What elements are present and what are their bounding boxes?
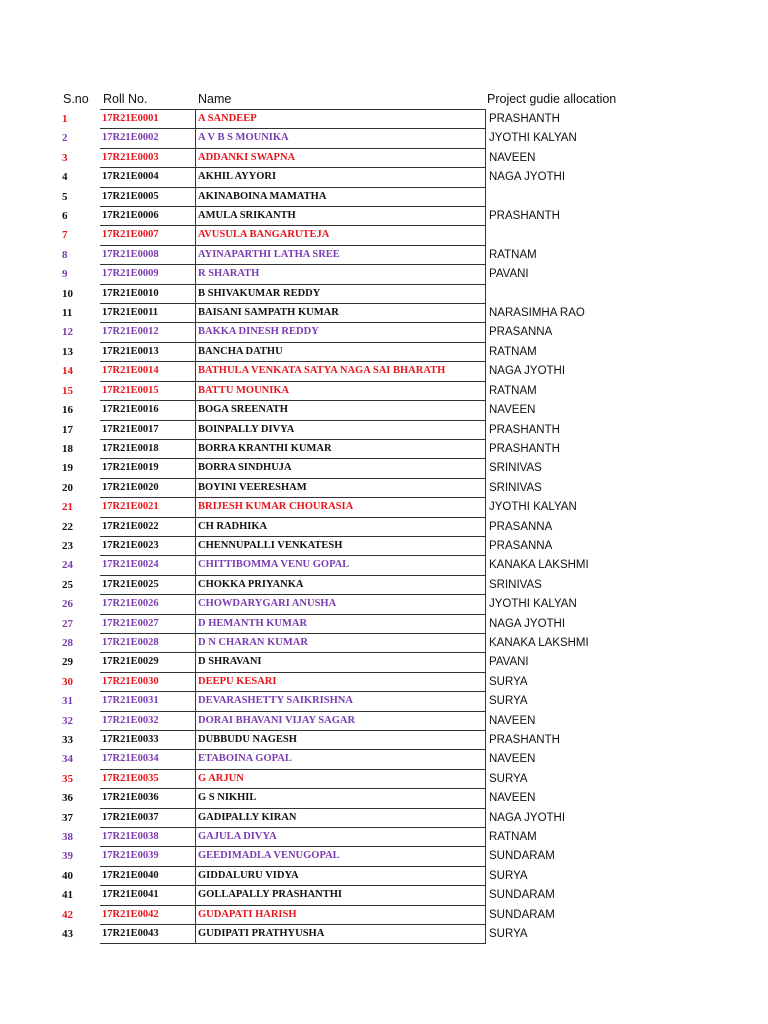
row-name: BORRA KRANTHI KUMAR [196, 439, 486, 458]
row-roll-no: 17R21E0027 [100, 614, 196, 633]
table-row [60, 633, 629, 652]
row-roll-no: 17R21E0042 [100, 905, 196, 924]
table-row [60, 711, 629, 730]
row-sno: 5 [62, 190, 68, 203]
row-guide: PRASANNA [486, 323, 630, 342]
row-guide: KANAKA LAKSHMI [486, 556, 630, 575]
table-row [60, 886, 629, 905]
row-sno: 27 [62, 617, 73, 630]
row-name: CH RADHIKA [196, 517, 486, 536]
header-row [60, 89, 629, 109]
row-guide: NARASIMHA RAO [486, 304, 630, 323]
row-guide: PAVANI [486, 653, 630, 672]
row-sno: 12 [62, 326, 73, 339]
row-roll-no: 17R21E0020 [100, 478, 196, 497]
row-guide: JYOTHI KALYAN [486, 129, 630, 148]
table-row [60, 381, 629, 400]
header-guide-allocation: Project gudie allocation [487, 92, 617, 106]
row-sno: 35 [62, 772, 73, 785]
table-row [60, 439, 629, 458]
row-guide: SURYA [486, 866, 630, 885]
table-row [60, 245, 629, 264]
row-guide: NAVEEN [486, 148, 630, 167]
row-guide: NAVEEN [486, 789, 630, 808]
row-sno: 38 [62, 831, 73, 844]
row-name: G S NIKHIL [196, 789, 486, 808]
table-row [60, 828, 629, 847]
row-sno: 41 [62, 889, 73, 902]
row-sno: 42 [62, 908, 73, 921]
row-name: AMULA SRIKANTH [196, 207, 486, 226]
row-roll-no: 17R21E0017 [100, 420, 196, 439]
row-roll-no: 17R21E0034 [100, 750, 196, 769]
row-roll-no: 17R21E0018 [100, 439, 196, 458]
table-row [60, 478, 629, 497]
row-name: CHITTIBOMMA VENU GOPAL [196, 556, 486, 575]
header-name: Name [198, 92, 232, 106]
table-row [60, 595, 629, 614]
row-name: D SHRAVANI [196, 653, 486, 672]
row-roll-no: 17R21E0003 [100, 148, 196, 167]
row-guide: RATNAM [486, 342, 630, 361]
table-row [60, 517, 629, 536]
row-roll-no: 17R21E0016 [100, 401, 196, 420]
row-name: A SANDEEP [196, 110, 486, 129]
row-roll-no: 17R21E0022 [100, 517, 196, 536]
row-sno: 16 [62, 404, 73, 417]
row-roll-no: 17R21E0013 [100, 342, 196, 361]
row-guide: SURYA [486, 769, 630, 788]
row-guide: SURYA [486, 925, 630, 944]
table-row [60, 925, 629, 944]
row-name: BAKKA DINESH REDDY [196, 323, 486, 342]
row-name: CHENNUPALLI VENKATESH [196, 536, 486, 555]
row-name: BAISANI SAMPATH KUMAR [196, 304, 486, 323]
row-sno: 31 [62, 695, 73, 708]
row-guide: PAVANI [486, 265, 630, 284]
row-roll-no: 17R21E0004 [100, 168, 196, 187]
row-sno: 17 [62, 423, 73, 436]
row-guide: SRINIVAS [486, 459, 630, 478]
table-row [60, 284, 629, 303]
row-sno: 3 [62, 151, 68, 164]
row-name: AKHIL AYYORI [196, 168, 486, 187]
allocation-sheet [60, 89, 629, 944]
row-sno: 20 [62, 481, 73, 494]
row-sno: 15 [62, 384, 73, 397]
row-roll-no: 17R21E0007 [100, 226, 196, 245]
row-name: B SHIVAKUMAR REDDY [196, 284, 486, 303]
row-sno: 6 [62, 210, 68, 223]
row-roll-no: 17R21E0005 [100, 187, 196, 206]
table-row [60, 168, 629, 187]
row-sno: 18 [62, 442, 73, 455]
row-sno: 40 [62, 869, 73, 882]
table-row [60, 692, 629, 711]
row-roll-no: 17R21E0019 [100, 459, 196, 478]
row-name: GEEDIMADLA VENUGOPAL [196, 847, 486, 866]
row-guide: SUNDARAM [486, 886, 630, 905]
row-roll-no: 17R21E0041 [100, 886, 196, 905]
table-row [60, 498, 629, 517]
row-sno: 11 [62, 307, 73, 320]
row-roll-no: 17R21E0026 [100, 595, 196, 614]
row-guide: PRASHANTH [486, 731, 630, 750]
row-guide: SURYA [486, 692, 630, 711]
row-sno: 19 [62, 462, 73, 475]
table-row [60, 905, 629, 924]
row-sno: 23 [62, 539, 73, 552]
row-name: GADIPALLY KIRAN [196, 808, 486, 827]
row-roll-no: 17R21E0021 [100, 498, 196, 517]
row-sno: 43 [62, 928, 73, 941]
table-row [60, 304, 629, 323]
row-guide: NAGA JYOTHI [486, 808, 630, 827]
table-row [60, 401, 629, 420]
row-sno: 22 [62, 520, 73, 533]
table-row [60, 323, 629, 342]
row-sno: 24 [62, 559, 73, 572]
row-guide: NAVEEN [486, 711, 630, 730]
row-guide: NAGA JYOTHI [486, 362, 630, 381]
table-row [60, 731, 629, 750]
header-sno: S.no [63, 92, 89, 106]
row-name: A V B S MOUNIKA [196, 129, 486, 148]
table-row [60, 556, 629, 575]
row-roll-no: 17R21E0031 [100, 692, 196, 711]
header-roll-no: Roll No. [103, 92, 148, 106]
row-roll-no: 17R21E0011 [100, 304, 196, 323]
row-roll-no: 17R21E0012 [100, 323, 196, 342]
table-row [60, 265, 629, 284]
row-sno: 4 [62, 171, 68, 184]
row-sno: 7 [62, 229, 68, 242]
row-sno: 8 [62, 248, 68, 261]
row-roll-no: 17R21E0006 [100, 207, 196, 226]
row-roll-no: 17R21E0009 [100, 265, 196, 284]
row-guide: RATNAM [486, 245, 630, 264]
row-guide: RATNAM [486, 828, 630, 847]
row-sno: 9 [62, 268, 68, 281]
row-name: BRIJESH KUMAR CHOURASIA [196, 498, 486, 517]
row-name: GUDIPATI PRATHYUSHA [196, 925, 486, 944]
row-guide: SRINIVAS [486, 478, 630, 497]
row-name: G ARJUN [196, 769, 486, 788]
row-sno: 25 [62, 578, 73, 591]
row-sno: 14 [62, 365, 73, 378]
row-guide: PRASHANTH [486, 110, 630, 129]
row-sno: 37 [62, 811, 73, 824]
row-roll-no: 17R21E0035 [100, 769, 196, 788]
row-name: D HEMANTH KUMAR [196, 614, 486, 633]
table-row [60, 808, 629, 827]
row-guide: PRASHANTH [486, 439, 630, 458]
row-name: GUDAPATI HARISH [196, 905, 486, 924]
row-sno: 36 [62, 792, 73, 805]
row-guide [486, 284, 630, 303]
row-name: DUBBUDU NAGESH [196, 731, 486, 750]
row-guide: SRINIVAS [486, 575, 630, 594]
row-name: CHOWDARYGARI ANUSHA [196, 595, 486, 614]
row-guide: NAGA JYOTHI [486, 168, 630, 187]
row-name: ADDANKI SWAPNA [196, 148, 486, 167]
table-row [60, 653, 629, 672]
row-guide [486, 226, 630, 245]
row-guide: KANAKA LAKSHMI [486, 633, 630, 652]
row-roll-no: 17R21E0010 [100, 284, 196, 303]
row-guide: SUNDARAM [486, 847, 630, 866]
row-name: BATHULA VENKATA SATYA NAGA SAI BHARATH [196, 362, 486, 381]
table-row [60, 110, 629, 129]
row-name: DORAI BHAVANI VIJAY SAGAR [196, 711, 486, 730]
row-sno: 10 [62, 287, 73, 300]
row-name: BANCHA DATHU [196, 342, 486, 361]
table-row [60, 672, 629, 691]
row-roll-no: 17R21E0032 [100, 711, 196, 730]
row-guide: NAVEEN [486, 750, 630, 769]
row-roll-no: 17R21E0033 [100, 731, 196, 750]
table-row [60, 362, 629, 381]
row-name: BATTU MOUNIKA [196, 381, 486, 400]
row-sno: 33 [62, 734, 73, 746]
row-roll-no: 17R21E0008 [100, 245, 196, 264]
row-roll-no: 17R21E0043 [100, 925, 196, 944]
row-name: AVUSULA BANGARUTEJA [196, 226, 486, 245]
row-name: D N CHARAN KUMAR [196, 633, 486, 652]
row-sno: 26 [62, 598, 73, 611]
row-name: BOGA SREENATH [196, 401, 486, 420]
row-name: AYINAPARTHI LATHA SREE [196, 245, 486, 264]
row-roll-no: 17R21E0001 [100, 110, 196, 129]
row-sno: 39 [62, 850, 73, 863]
row-name: BOINPALLY DIVYA [196, 420, 486, 439]
table-row [60, 575, 629, 594]
row-roll-no: 17R21E0028 [100, 633, 196, 652]
row-roll-no: 17R21E0038 [100, 828, 196, 847]
table-row [60, 614, 629, 633]
row-sno: 13 [62, 345, 73, 358]
row-guide: NAVEEN [486, 401, 630, 420]
row-roll-no: 17R21E0024 [100, 556, 196, 575]
row-name: GIDDALURU VIDYA [196, 866, 486, 885]
row-guide: SURYA [486, 672, 630, 691]
row-guide: JYOTHI KALYAN [486, 595, 630, 614]
table-row [60, 226, 629, 245]
row-roll-no: 17R21E0025 [100, 575, 196, 594]
row-sno: 29 [62, 656, 73, 669]
row-name: AKINABOINA MAMATHA [196, 187, 486, 206]
row-name: BOYINI VEERESHAM [196, 478, 486, 497]
table-row [60, 129, 629, 148]
row-name: DEEPU KESARI [196, 672, 486, 691]
table-row [60, 342, 629, 361]
table-row [60, 847, 629, 866]
row-guide: NAGA JYOTHI [486, 614, 630, 633]
table-row [60, 420, 629, 439]
row-guide: PRASANNA [486, 536, 630, 555]
row-roll-no: 17R21E0036 [100, 789, 196, 808]
row-name: GOLLAPALLY PRASHANTHI [196, 886, 486, 905]
student-table [60, 109, 629, 944]
row-roll-no: 17R21E0029 [100, 653, 196, 672]
row-sno: 21 [62, 501, 73, 514]
row-guide: PRASANNA [486, 517, 630, 536]
row-sno: 34 [62, 753, 73, 766]
table-row [60, 789, 629, 808]
row-roll-no: 17R21E0030 [100, 672, 196, 691]
table-row [60, 207, 629, 226]
row-name: GAJULA DIVYA [196, 828, 486, 847]
row-guide [486, 187, 630, 206]
row-guide: PRASHANTH [486, 420, 630, 439]
row-roll-no: 17R21E0039 [100, 847, 196, 866]
row-roll-no: 17R21E0014 [100, 362, 196, 381]
table-row [60, 148, 629, 167]
row-roll-no: 17R21E0037 [100, 808, 196, 827]
row-sno: 1 [62, 113, 68, 125]
row-roll-no: 17R21E0023 [100, 536, 196, 555]
row-name: R SHARATH [196, 265, 486, 284]
row-name: BORRA SINDHUJA [196, 459, 486, 478]
row-roll-no: 17R21E0002 [100, 129, 196, 148]
table-row [60, 187, 629, 206]
table-row [60, 769, 629, 788]
row-name: CHOKKA PRIYANKA [196, 575, 486, 594]
row-guide: RATNAM [486, 381, 630, 400]
row-sno: 32 [62, 714, 73, 727]
row-name: ETABOINA GOPAL [196, 750, 486, 769]
row-sno: 30 [62, 675, 73, 688]
row-guide: SUNDARAM [486, 905, 630, 924]
table-row [60, 750, 629, 769]
row-name: DEVARASHETTY SAIKRISHNA [196, 692, 486, 711]
row-sno: 2 [62, 132, 68, 145]
student-table-body [60, 110, 629, 944]
table-row [60, 536, 629, 555]
row-guide: PRASHANTH [486, 207, 630, 226]
row-sno: 28 [62, 636, 73, 649]
row-roll-no: 17R21E0040 [100, 866, 196, 885]
table-row [60, 459, 629, 478]
row-roll-no: 17R21E0015 [100, 381, 196, 400]
row-guide: JYOTHI KALYAN [486, 498, 630, 517]
table-row [60, 866, 629, 885]
